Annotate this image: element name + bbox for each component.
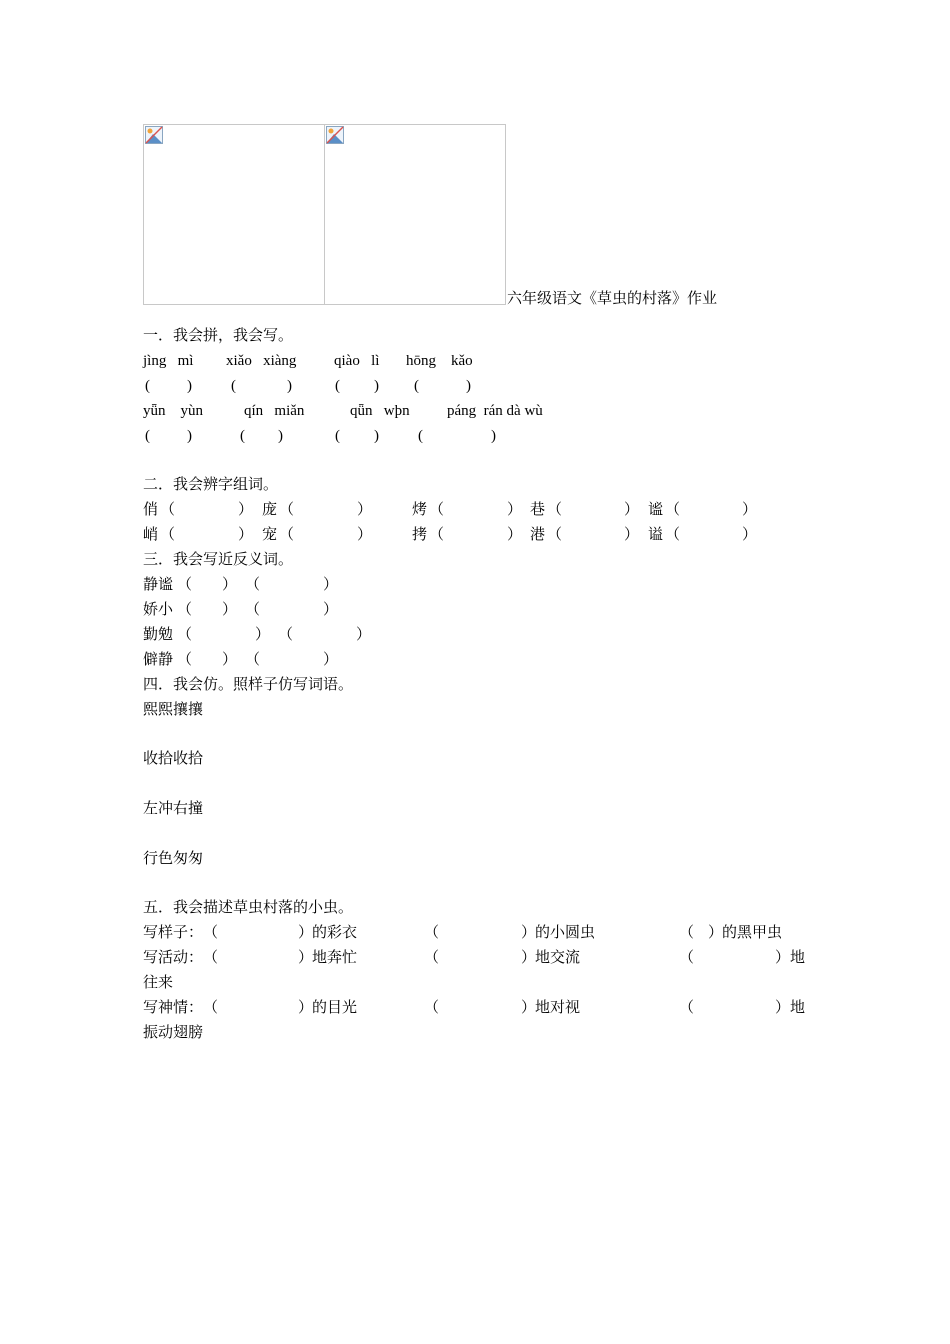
character: 拷 bbox=[412, 527, 428, 543]
example-word: 行色匆匆 bbox=[143, 851, 204, 867]
image-placeholder-2 bbox=[324, 124, 506, 305]
answer-blank-close: ） bbox=[357, 502, 373, 518]
answer-blank-open[interactable]: （ bbox=[245, 602, 261, 618]
answer-blank-close: ) bbox=[278, 428, 283, 444]
answer-blank-close: ） bbox=[775, 950, 791, 966]
section4-heading: 四．我会仿。照样子仿写词语。 bbox=[143, 677, 354, 693]
answer-blank-open[interactable]: （ bbox=[160, 502, 176, 518]
broken-image-icon bbox=[326, 126, 344, 144]
character: 俏 bbox=[143, 502, 159, 518]
answer-blank-open[interactable]: （ bbox=[424, 925, 440, 941]
answer-blank-close: ) bbox=[466, 378, 471, 394]
answer-blank-close: ） bbox=[222, 652, 238, 668]
answer-blank-close: ） bbox=[323, 652, 339, 668]
answer-blank-open[interactable]: （ bbox=[547, 527, 563, 543]
word: 娇小 bbox=[143, 602, 174, 618]
section5-heading: 五．我会描述草虫村落的小虫。 bbox=[143, 900, 354, 916]
character: 谧 bbox=[648, 502, 664, 518]
answer-blank-open[interactable]: （ bbox=[203, 1000, 219, 1016]
character: 宠 bbox=[262, 527, 278, 543]
phrase: 地 bbox=[790, 950, 806, 966]
answer-blank-open[interactable]: （ bbox=[160, 527, 176, 543]
phrase: 地交流 bbox=[535, 950, 581, 966]
answer-blank-close: ) bbox=[491, 428, 496, 444]
answer-blank-close: ） bbox=[708, 925, 724, 941]
phrase: 的黑甲虫 bbox=[722, 925, 783, 941]
answer-blank-open[interactable]: （ bbox=[424, 950, 440, 966]
answer-blank-open[interactable]: （ bbox=[203, 925, 219, 941]
document-title: 六年级语文《草虫的村落》作业 bbox=[507, 291, 718, 307]
answer-blank-close: ） bbox=[323, 602, 339, 618]
answer-blank-close: ） bbox=[624, 527, 640, 543]
word: 勤勉 bbox=[143, 627, 174, 643]
pinyin-item: jìng mì bbox=[143, 353, 194, 369]
answer-blank-close: ） bbox=[222, 602, 238, 618]
pinyin-item: páng rán dà wù bbox=[447, 403, 543, 419]
answer-blank-open[interactable]: （ bbox=[665, 502, 681, 518]
answer-blank-close: ） bbox=[298, 1000, 314, 1016]
answer-blank-open[interactable]: （ bbox=[424, 1000, 440, 1016]
answer-blank-close: ） bbox=[356, 627, 372, 643]
answer-blank-close: ） bbox=[357, 527, 373, 543]
answer-blank-close: ） bbox=[507, 527, 523, 543]
answer-blank-open[interactable]: ( bbox=[414, 378, 419, 394]
phrase: 地对视 bbox=[535, 1000, 581, 1016]
character: 烤 bbox=[412, 502, 428, 518]
phrase: 的目光 bbox=[312, 1000, 358, 1016]
answer-blank-close: ） bbox=[238, 502, 254, 518]
answer-blank-open[interactable]: （ bbox=[547, 502, 563, 518]
answer-blank-close: ） bbox=[255, 627, 271, 643]
answer-blank-close: ） bbox=[238, 527, 254, 543]
answer-blank-open[interactable]: （ bbox=[679, 925, 695, 941]
answer-blank-open[interactable]: （ bbox=[279, 527, 295, 543]
phrase: 的小圆虫 bbox=[535, 925, 596, 941]
section3-heading: 三．我会写近反义词。 bbox=[143, 552, 294, 568]
example-word: 左冲右撞 bbox=[143, 801, 204, 817]
phrase-continuation: 振动翅膀 bbox=[143, 1025, 204, 1041]
answer-blank-open[interactable]: （ bbox=[679, 950, 695, 966]
answer-blank-open[interactable]: ( bbox=[145, 378, 150, 394]
answer-blank-close: ) bbox=[374, 378, 379, 394]
answer-blank-close: ） bbox=[298, 925, 314, 941]
answer-blank-open[interactable]: （ bbox=[665, 527, 681, 543]
answer-blank-open[interactable]: （ bbox=[245, 652, 261, 668]
answer-blank-open[interactable]: （ bbox=[278, 627, 294, 643]
answer-blank-open[interactable]: （ bbox=[245, 577, 261, 593]
phrase: 地奔忙 bbox=[312, 950, 358, 966]
answer-blank-open[interactable]: （ bbox=[279, 502, 295, 518]
answer-blank-close: ) bbox=[187, 378, 192, 394]
broken-image-icon bbox=[145, 126, 163, 144]
answer-blank-close: ） bbox=[775, 1000, 791, 1016]
answer-blank-close: ) bbox=[187, 428, 192, 444]
answer-blank-open[interactable]: （ bbox=[177, 577, 193, 593]
row-label: 写样子： bbox=[143, 925, 204, 941]
answer-blank-close: ） bbox=[222, 577, 238, 593]
phrase: 的彩衣 bbox=[312, 925, 358, 941]
example-word: 熙熙攘攘 bbox=[143, 702, 204, 718]
character: 港 bbox=[530, 527, 546, 543]
answer-blank-close: ) bbox=[287, 378, 292, 394]
answer-blank-open[interactable]: ( bbox=[145, 428, 150, 444]
image-placeholder-1 bbox=[143, 124, 325, 305]
row-label: 写神情： bbox=[143, 1000, 204, 1016]
answer-blank-open[interactable]: （ bbox=[177, 627, 193, 643]
pinyin-item: xiǎo xiàng bbox=[226, 353, 297, 369]
answer-blank-close: ） bbox=[507, 502, 523, 518]
answer-blank-close: ） bbox=[521, 1000, 537, 1016]
answer-blank-open[interactable]: ( bbox=[240, 428, 245, 444]
answer-blank-close: ） bbox=[298, 950, 314, 966]
example-word: 收拾收拾 bbox=[143, 751, 204, 767]
pinyin-item: qín miǎn bbox=[244, 403, 305, 419]
character: 庞 bbox=[262, 502, 278, 518]
answer-blank-open[interactable]: ( bbox=[335, 428, 340, 444]
answer-blank-open[interactable]: ( bbox=[418, 428, 423, 444]
phrase-continuation: 往来 bbox=[143, 975, 174, 991]
pinyin-item: yǖn yùn bbox=[143, 403, 203, 419]
section2-heading: 二．我会辨字组词。 bbox=[143, 477, 279, 493]
pinyin-item: qiào lì bbox=[334, 353, 380, 369]
answer-blank-close: ） bbox=[521, 950, 537, 966]
answer-blank-open[interactable]: （ bbox=[177, 602, 193, 618]
answer-blank-close: ） bbox=[742, 527, 758, 543]
answer-blank-open[interactable]: ( bbox=[335, 378, 340, 394]
answer-blank-close: ） bbox=[624, 502, 640, 518]
pinyin-item: qǖn wþn bbox=[350, 403, 410, 419]
character: 谥 bbox=[648, 527, 664, 543]
answer-blank-close: ） bbox=[742, 502, 758, 518]
answer-blank-open[interactable]: （ bbox=[203, 950, 219, 966]
answer-blank-open[interactable]: ( bbox=[231, 378, 236, 394]
phrase: 地 bbox=[790, 1000, 806, 1016]
answer-blank-close: ） bbox=[521, 925, 537, 941]
answer-blank-open[interactable]: （ bbox=[177, 652, 193, 668]
character: 峭 bbox=[143, 527, 159, 543]
answer-blank-close: ） bbox=[323, 577, 339, 593]
answer-blank-open[interactable]: （ bbox=[429, 527, 445, 543]
answer-blank-close: ) bbox=[374, 428, 379, 444]
pinyin-item: hōng kǎo bbox=[406, 353, 473, 369]
word: 静谧 bbox=[143, 577, 174, 593]
word: 僻静 bbox=[143, 652, 174, 668]
row-label: 写活动： bbox=[143, 950, 204, 966]
section1-heading: 一．我会拼，我会写。 bbox=[143, 328, 294, 344]
answer-blank-open[interactable]: （ bbox=[679, 1000, 695, 1016]
character: 巷 bbox=[530, 502, 546, 518]
answer-blank-open[interactable]: （ bbox=[429, 502, 445, 518]
